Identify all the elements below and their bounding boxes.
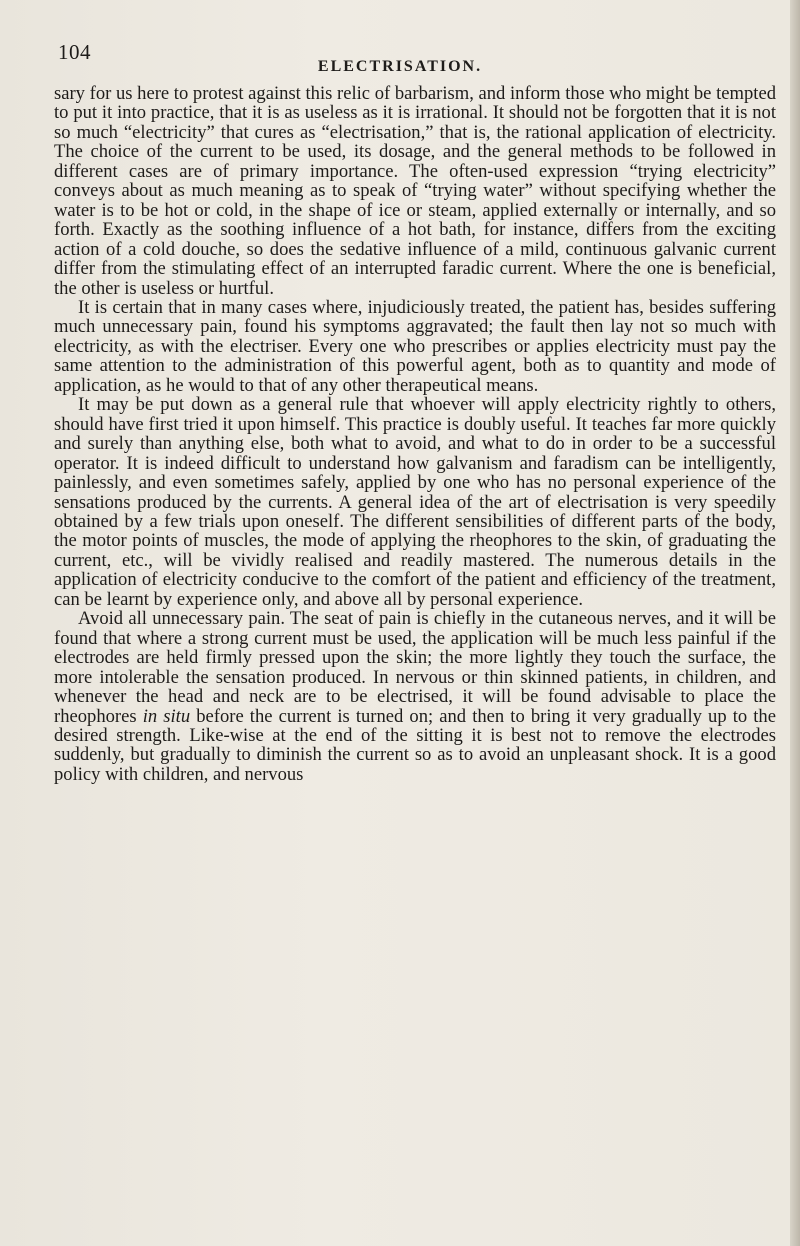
page-edge-shadow (790, 0, 800, 1246)
paragraph-3-text: It may be put down as a general rule that whoever will apply electricity rightly to others, should have first tried it upon himself. This practice is doubly useful. It teaches far more quickly and surely than anything else, both what to avoid, and what to do in order to be a successful operator. It is indeed difficult to understand how galvanism and faradism can be intelligently, painlessly, and even sometimes safely, applied by one who has no personal experience of the sensations produced by the currents. A general idea of the art of electrisation is very speedily obtained by a few trials upon oneself. The different sensibilities of different parts of the body, the motor points of muscles, the mode of applying the rheophores to the skin, of graduating the current, etc., will be vividly realised and readily mastered. The numerous details in the application of electricity conducive to the comfort of the patient and efficiency of the treatment, can be learnt by experience only, and above all by personal experience. (54, 394, 776, 610)
paragraph-2-text: It is certain that in many cases where, injudiciously treated, the patient has, besides suffering much unnecessary pain, found his symptoms aggravated; the fault then lay not so much with electricity, as with the electriser. Every one who prescribes or applies electricity must pay the same attention to the administration of this powerful agent, both as to quantity and mode of application, as he would to that of any other therapeutical means. (54, 296, 776, 396)
paragraph-3 (54, 395, 776, 609)
paragraph-4-text-b: before the current is turned on; and then to bring it very gradually up to the desired strength. Like-wise at the end of the sitting it is best not to remove the electrodes suddenly, but gradually to diminish the current so as to avoid an unpleasant shock. It is a good policy with children, and nervous (54, 705, 776, 785)
paragraph-1-text: sary for us here to protest against this relic of barbarism, and inform those who might be tempted to put it into practice, that it is as useless as it is irrational. It should not be forgotten that it is not so much “electricity” that cures as “electrisation,” that is, the rational application of electricity. The choice of the current to be used, its dosage, and the general methods to be followed in different cases are of primary importance. The often-used expression “trying electricity” conveys about as much meaning as to speak of “trying water” without specifying whether the water is to be hot or cold, in the shape of ice or steam, applied externally or internally, and so forth. Exactly as the soothing influence of a hot bath, for instance, differs from the exciting action of a cold douche, so does the sedative influence of a mild, continuous galvanic current differ from the stimulating effect of an interrupted faradic current. Where the one is beneficial, the other is useless or hurtful. (54, 83, 776, 299)
page-number: 104 (58, 40, 91, 64)
paragraph-1 (54, 84, 776, 298)
running-head: ELECTRISATION. (317, 58, 483, 75)
body-text (54, 84, 776, 784)
paragraph-2 (54, 298, 776, 395)
paragraph-4-text-a: Avoid all unnecessary pain. The seat of pain is chiefly in the cutaneous nerves, and it will be found that where a strong current must be used, the application will be much less painful if the electrodes are held firmly pressed upon the skin; the more lightly they touch the surface, the more intolerable the sensation produced. In nervous or thin skinned patients, in children, and whenever the head and neck are to be electrised, it will be found advisable to place the rheophores (54, 608, 776, 727)
paragraph-4 (54, 609, 776, 784)
paragraph-4-italic-in-situ: in situ (142, 705, 191, 727)
